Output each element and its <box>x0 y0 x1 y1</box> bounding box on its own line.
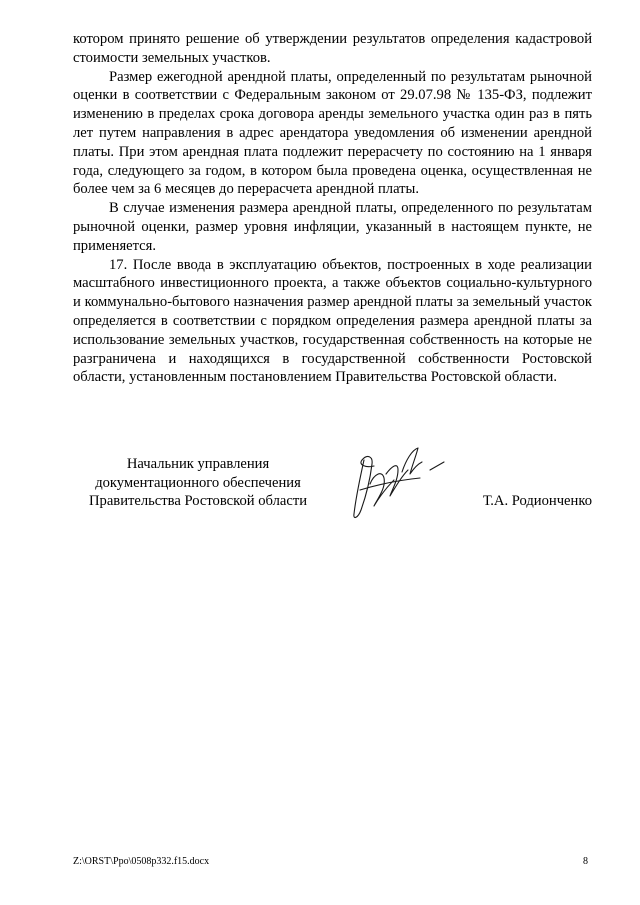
paragraph-inflation-exception: В случае изменения размера арендной платы, определенного по результатам рыночной оценки, размер уровня инфляции, указанный в настоящем пункте, не применяется. <box>73 200 592 254</box>
signatory-position-line: Начальник управления <box>126 456 270 472</box>
signatory-name: Т.А. Родионченко <box>482 493 592 509</box>
signature-block <box>73 455 592 535</box>
document-body <box>73 30 592 387</box>
paragraph-rent-market-valuation: Размер ежегодной арендной платы, определенный по результатам рыночной оценки в соответствии с Федеральным законом от 29.07.98 № 135-ФЗ, подлежит изменению в пределах срока договора аренды земельного участка один раз в пять лет путем направления в адрес арендатора уведомления об изменении арендной платы. При этом арендная плата подлежит перерасчету по состоянию на 1 января года, следующего за годом, в котором была проведена оценка, осуществленная не более чем за 6 месяцев до перерасчета арендной платы. <box>73 68 592 198</box>
paragraph-continuation: котором принято решение об утверждении результатов определения кадастровой стоимости земельных участков. <box>73 31 592 66</box>
footer-file-path: Z:\ORST\Ppo\0508p332.f15.docx <box>73 856 210 867</box>
paragraph-item-17: 17. После ввода в эксплуатацию объектов, построенных в ходе реализации масштабного инвестиционного проекта, а также объектов социально-культурного и коммунально-бытового назначения размер арендной платы за земельный участок определяется в соответствии с порядком определения размера арендной платы за использование земельных участков, государственная собственность на которые не разграничена и находящихся в государственной собственности Ростовской области, установленным постановлением Правительства Ростовской области. <box>73 256 592 386</box>
signatory-position-line: документационного обеспечения <box>95 474 301 491</box>
handwritten-signature <box>340 440 450 522</box>
signatory-position <box>73 455 323 511</box>
signatory-position-line: Правительства Ростовской области <box>88 493 308 510</box>
page-number: 8 <box>583 856 588 867</box>
